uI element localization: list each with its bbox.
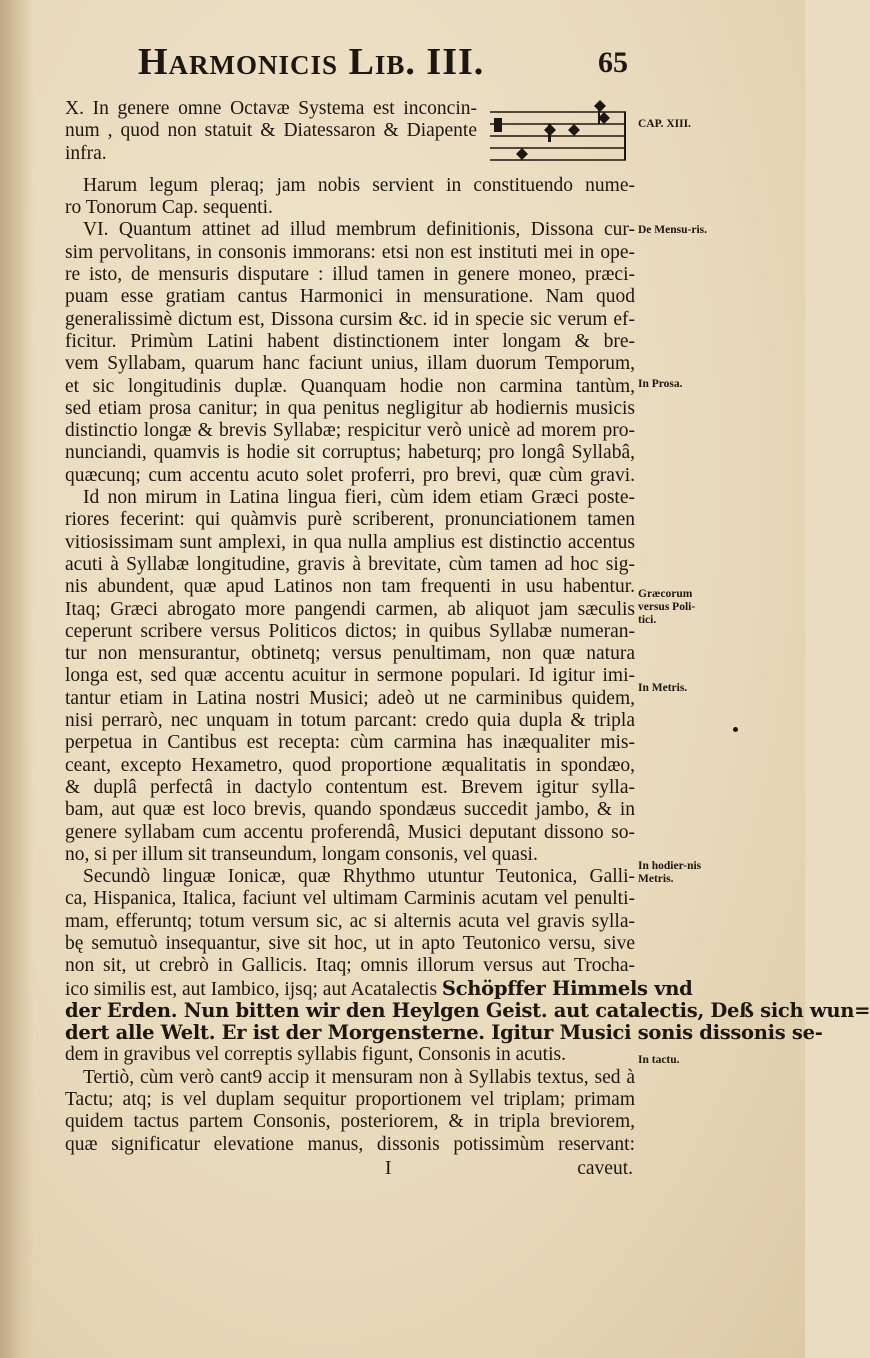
text-line: riores fecerint: qui quàmvis purè scriberent, pronunciationem tamen bbox=[65, 509, 635, 531]
text-line: Harum legum pleraq; jam nobis servient in constituendo nume- bbox=[83, 174, 635, 196]
marginal-note-in-tactu: In tactu. bbox=[638, 1054, 680, 1066]
marginal-note-graecorum: Græcorum versus Poli-tici. bbox=[638, 588, 696, 626]
text-line: num , quod non statuit & Diatessaron & Diapente bbox=[65, 120, 477, 142]
text-line: nisi perrarò, nec unquam in totum parcant: credo quia dupla & tripla bbox=[65, 710, 635, 732]
footer-line bbox=[65, 1158, 635, 1180]
text-line: dem in gravibus vel correptis syllabis figunt, Consonis in acutis. bbox=[65, 1044, 566, 1066]
text-line: tantur etiam in Latina nostri Musici; adeò ut ne carminibus quidem, bbox=[65, 687, 635, 709]
text-line: et sic longitudinis duplæ. Quanquam hodie non carmina tantùm, bbox=[65, 375, 635, 397]
text-line: infra. bbox=[65, 142, 107, 164]
text-line: tur non mensurantur, obtinetq; versus penultimam, non quæ natura bbox=[65, 643, 635, 665]
text-line: longa est, sed quæ accentu acuitur in sermone populari. Id igitur imi- bbox=[65, 665, 635, 687]
text-line: ceant, excepto Hexametro, quod proportione æqualitatis in spondæo, bbox=[65, 754, 635, 776]
text-line: quæ significatur elevatione manus, dissonis potissimùm reservant: bbox=[65, 1133, 635, 1155]
text-line: nis abundent, quæ apud Latinos non tam frequenti in usu habentur. bbox=[65, 576, 635, 598]
ink-spot bbox=[733, 727, 738, 732]
text-line: quidem tactus partem Consonis, posteriorem, & in tripla breviorem, bbox=[65, 1111, 635, 1133]
text-line: Tactu; atq; is vel duplam sequitur proportionem vel triplam; primam bbox=[65, 1089, 635, 1111]
marginal-note-in-metris: In Metris. bbox=[638, 682, 688, 694]
signature-mark: I bbox=[385, 1157, 392, 1179]
text-line-fraktur: der Erden. Nun bitten wir den Heylgen Geist. aut catalectis, Deß sich wun= bbox=[65, 998, 870, 1022]
marginal-note-in-hodiernis: In hodier-nis Metris. bbox=[638, 860, 702, 885]
text-line-latin: ico similis est, aut Iambico, ijsq; aut Acatalectis bbox=[65, 978, 438, 1000]
fraktur-text: Schöpffer Himmels vnd bbox=[441, 976, 693, 1000]
text-line: nunciandi, quamvis is hodie sit corruptus; habeturq; pro longâ Syllabâ, bbox=[65, 442, 635, 464]
text-line: genere syllabam cum accentu proferendâ, Musici deputant dissono so- bbox=[65, 821, 635, 843]
text-line: X. In genere omne Octavæ Systema est inconcin- bbox=[65, 98, 477, 119]
text-line: generalissimè dictum est, Dissona cursim &c. id in specie sic verum ef- bbox=[65, 308, 635, 330]
catchword: caveut. bbox=[577, 1157, 633, 1179]
text-line: VI. Quantum attinet ad illud membrum definitionis, Dissona cur- bbox=[83, 219, 635, 241]
text-line: ro Tonorum Cap. sequenti. bbox=[65, 197, 273, 219]
text-line: Tertiò, cùm verò cant9 accip it mensuram non à Syllabis textus, sed à bbox=[83, 1066, 635, 1088]
text-line: acuti à Syllabæ longitudine, gravis à brevitate, cùm tamen ad hoc sig- bbox=[65, 553, 635, 575]
text-line: perpetua in Cantibus est recepta: cùm carmina has inæqualiter mis- bbox=[65, 732, 635, 754]
text-line: bę semutuò insequantur, sive sit hoc, ut in apto Teutonico versu, sive bbox=[65, 932, 635, 954]
text-line bbox=[65, 976, 693, 1000]
text-line-fraktur: dert alle Welt. Er ist der Morgensterne. Igitur Musici sonis dissonis se- bbox=[65, 1021, 823, 1045]
running-head: Harmonicis Lib. III. bbox=[138, 41, 485, 83]
text-line: ca, Hispanica, Italica, faciunt vel ultimam Carminis acutam vel penulti- bbox=[65, 888, 635, 910]
text-line: quæcunq; cum accentu acuto solet proferri, pro brevi, quæ cùm gravi. bbox=[65, 464, 635, 486]
marginal-note-de-mensuris: De Mensu-ris. bbox=[638, 224, 707, 236]
text-line: sim pervolitans, in consonis immorans: etsi non est instituti mei in ope- bbox=[65, 241, 635, 263]
text-line: puam esse gratiam cantus Harmonici in mensuratione. Nam quod bbox=[65, 286, 635, 308]
text-line: ceperunt scribere versus Politicos dictos; in quibus Syllabæ numeran- bbox=[65, 620, 635, 642]
binding-shadow bbox=[0, 0, 34, 1358]
text-line: ficitur. Primùm Latini habent distinctionem inter longam & bre- bbox=[65, 330, 635, 352]
text-line: sed etiam prosa canitur; in qua penitus negligitur ab hodiernis musicis bbox=[65, 397, 635, 419]
text-line: Itaq; Græci abrogato more pangendi carmen, ab aliquot jam sæculis bbox=[65, 598, 635, 620]
text-line: non sit, ut crebrò in Gallicis. Itaq; omnis illorum versus aut Trocha- bbox=[65, 955, 635, 977]
text-line: vitiosissimam sunt amplexi, in qua nulla amplius est distinctio accentus bbox=[65, 531, 635, 553]
marginal-note-in-prosa: In Prosa. bbox=[638, 378, 683, 390]
text-line: & duplâ perfectâ in dactylo contentum est. Brevem igitur sylla- bbox=[65, 776, 635, 798]
marginal-note-cap-xiii: CAP. XIII. bbox=[638, 118, 691, 130]
text-line: mam, efferuntq; totum versum sic, ac si alternis acuta vel gravis sylla- bbox=[65, 910, 635, 932]
text-line: re isto, de mensuris disputare : illud tamen in genere moneo, præci- bbox=[65, 264, 635, 286]
page-number: 65 bbox=[598, 46, 628, 79]
text-line: Secundò linguæ Ionicæ, quæ Rhythmo utuntur Teutonica, Galli- bbox=[83, 866, 635, 888]
text-line: vem Syllabam, quarum hanc faciunt unius, illam duorum Temporum, bbox=[65, 353, 635, 375]
text-line: bam, aut quæ est loco brevis, quando spondæus succedit jambo, & in bbox=[65, 799, 635, 821]
text-line: no, si per illum sit transeundum, longam consonis, vel quasi. bbox=[65, 843, 538, 865]
text-line: Id non mirum in Latina lingua fieri, cùm idem etiam Græci poste- bbox=[83, 487, 635, 509]
text-line: distinctio longæ & brevis Syllabæ; respicitur verò unicè ad morem pro- bbox=[65, 420, 635, 442]
